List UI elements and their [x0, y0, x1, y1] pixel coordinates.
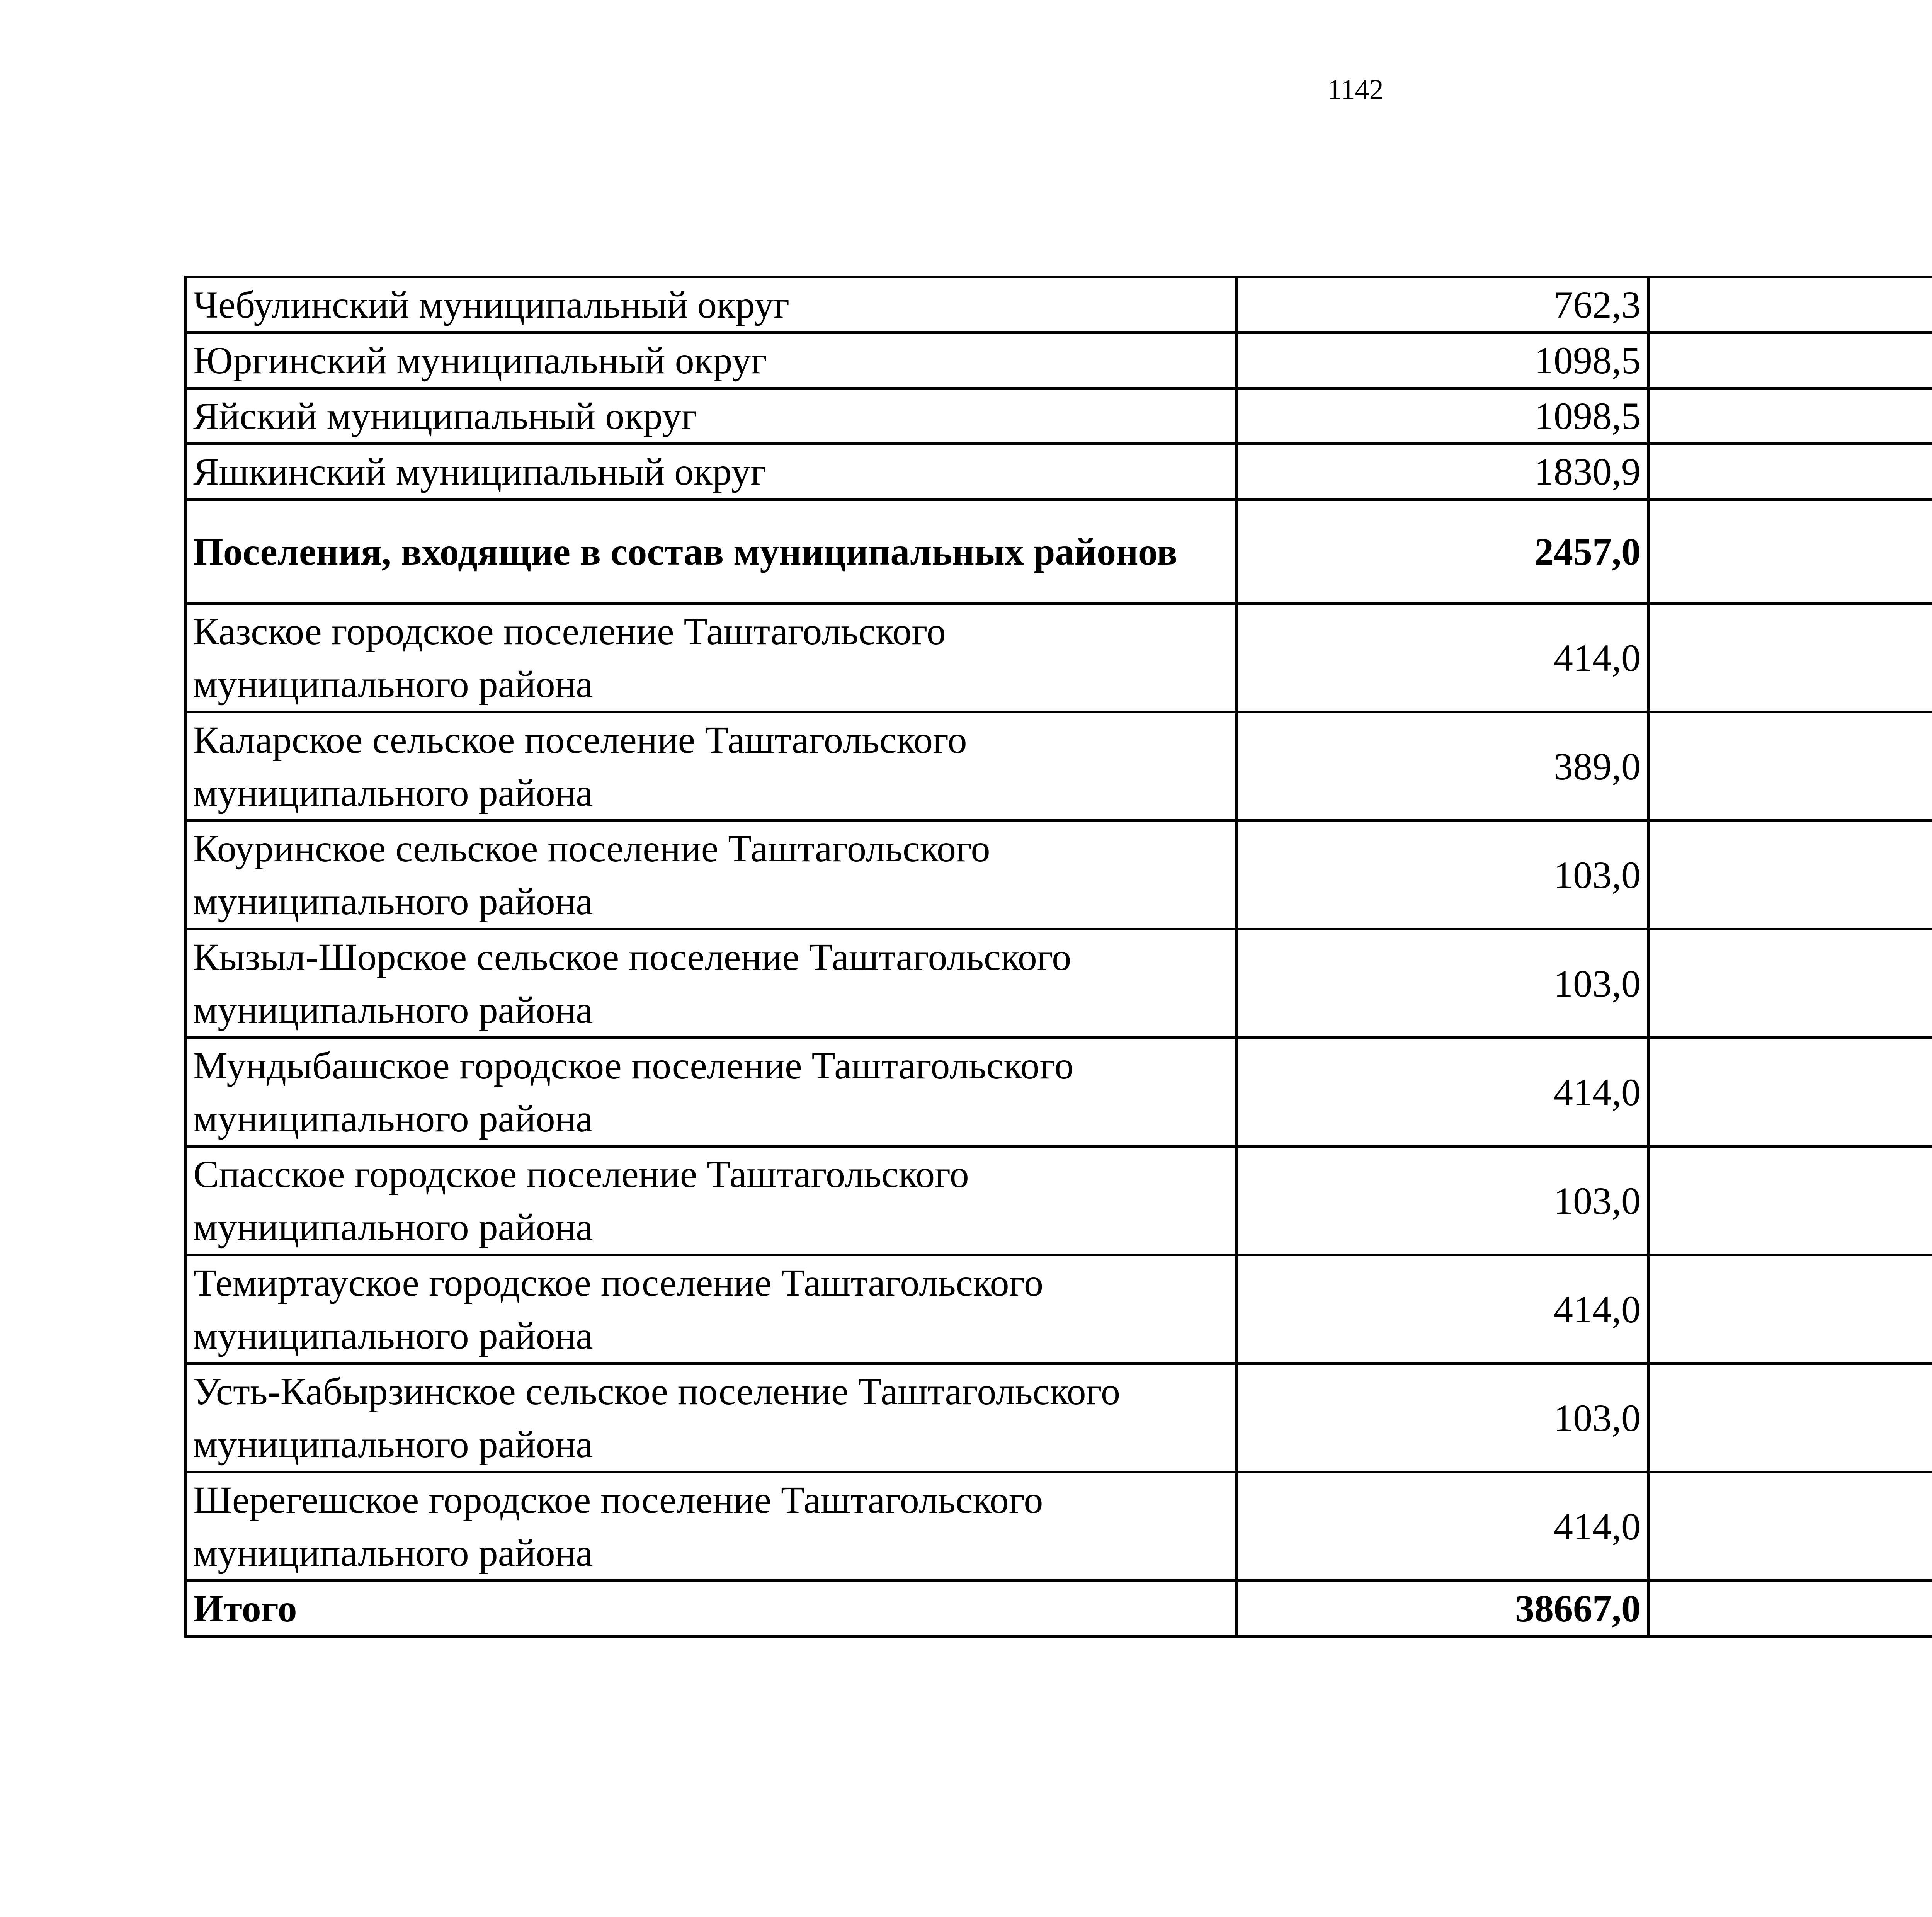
table-row-subtotal — [186, 500, 1932, 604]
table-row — [186, 277, 1932, 333]
row-value-2-cell — [1648, 277, 1932, 333]
row-value-2-cell — [1648, 1146, 1932, 1255]
row-value-1-cell: 103,0 — [1237, 1364, 1648, 1472]
table-row — [186, 1364, 1932, 1472]
table-row-total — [186, 1581, 1932, 1636]
row-value-1-cell: 414,0 — [1237, 1472, 1648, 1581]
row-name-cell: Яйский муниципальный округ — [186, 388, 1237, 444]
row-value-2-cell — [1648, 1255, 1932, 1364]
table-row — [186, 1472, 1932, 1581]
row-value-1-cell: 103,0 — [1237, 1146, 1648, 1255]
row-value-2-cell — [1648, 1581, 1932, 1636]
table-body — [186, 277, 1932, 1636]
table-row — [186, 1038, 1932, 1146]
page-number: 1142 — [1327, 74, 1384, 105]
data-table — [184, 276, 1932, 1638]
row-value-1-cell: 414,0 — [1237, 1255, 1648, 1364]
row-value-2-cell — [1648, 712, 1932, 821]
table-row — [186, 333, 1932, 388]
row-value-1-cell: 1098,5 — [1237, 333, 1648, 388]
row-value-2-cell — [1648, 444, 1932, 500]
row-value-1-cell: 38667,0 — [1237, 1581, 1648, 1636]
table-row — [186, 821, 1932, 929]
row-value-2-cell — [1648, 1472, 1932, 1581]
row-value-1-cell: 1830,9 — [1237, 444, 1648, 500]
row-value-1-cell: 389,0 — [1237, 712, 1648, 821]
row-name-cell: Усть-Кабырзинское сельское поселение Таштагольского муниципального района — [186, 1364, 1237, 1472]
row-value-1-cell: 414,0 — [1237, 604, 1648, 712]
row-value-2-cell — [1648, 333, 1932, 388]
row-name-cell: Чебулинский муниципальный округ — [186, 277, 1237, 333]
row-value-1-cell: 762,3 — [1237, 277, 1648, 333]
row-name-cell: Шерегешское городское поселение Таштагольского муниципального района — [186, 1472, 1237, 1581]
row-value-2-cell — [1648, 821, 1932, 929]
row-value-2-cell — [1648, 388, 1932, 444]
table-row — [186, 929, 1932, 1038]
row-name-cell: Мундыбашское городское поселение Таштагольского муниципального района — [186, 1038, 1237, 1146]
table-row — [186, 604, 1932, 712]
row-value-2-cell — [1648, 500, 1932, 604]
row-value-1-cell: 2457,0 — [1237, 500, 1648, 604]
row-name-cell: Казское городское поселение Таштагольского муниципального района — [186, 604, 1237, 712]
row-value-2-cell — [1648, 1038, 1932, 1146]
row-value-2-cell — [1648, 1364, 1932, 1472]
row-name-cell: Каларское сельское поселение Таштагольского муниципального района — [186, 712, 1237, 821]
row-name-cell: Юргинский муниципальный округ — [186, 333, 1237, 388]
row-value-1-cell: 103,0 — [1237, 821, 1648, 929]
table-row — [186, 1146, 1932, 1255]
row-value-1-cell: 1098,5 — [1237, 388, 1648, 444]
row-value-2-cell — [1648, 604, 1932, 712]
table-row — [186, 1255, 1932, 1364]
table-row — [186, 712, 1932, 821]
row-name-cell: Коуринское сельское поселение Таштагольского муниципального района — [186, 821, 1237, 929]
row-name-cell: Поселения, входящие в состав муниципальных районов — [186, 500, 1237, 604]
table-row — [186, 388, 1932, 444]
row-value-1-cell: 414,0 — [1237, 1038, 1648, 1146]
row-value-2-cell — [1648, 929, 1932, 1038]
row-value-1-cell: 103,0 — [1237, 929, 1648, 1038]
row-name-cell: Темиртауское городское поселение Таштагольского муниципального района — [186, 1255, 1237, 1364]
row-name-cell: Итого — [186, 1581, 1237, 1636]
row-name-cell: Спасское городское поселение Таштагольского муниципального района — [186, 1146, 1237, 1255]
row-name-cell: Яшкинский муниципальный округ — [186, 444, 1237, 500]
row-name-cell: Кызыл-Шорское сельское поселение Таштагольского муниципального района — [186, 929, 1237, 1038]
table-row — [186, 444, 1932, 500]
